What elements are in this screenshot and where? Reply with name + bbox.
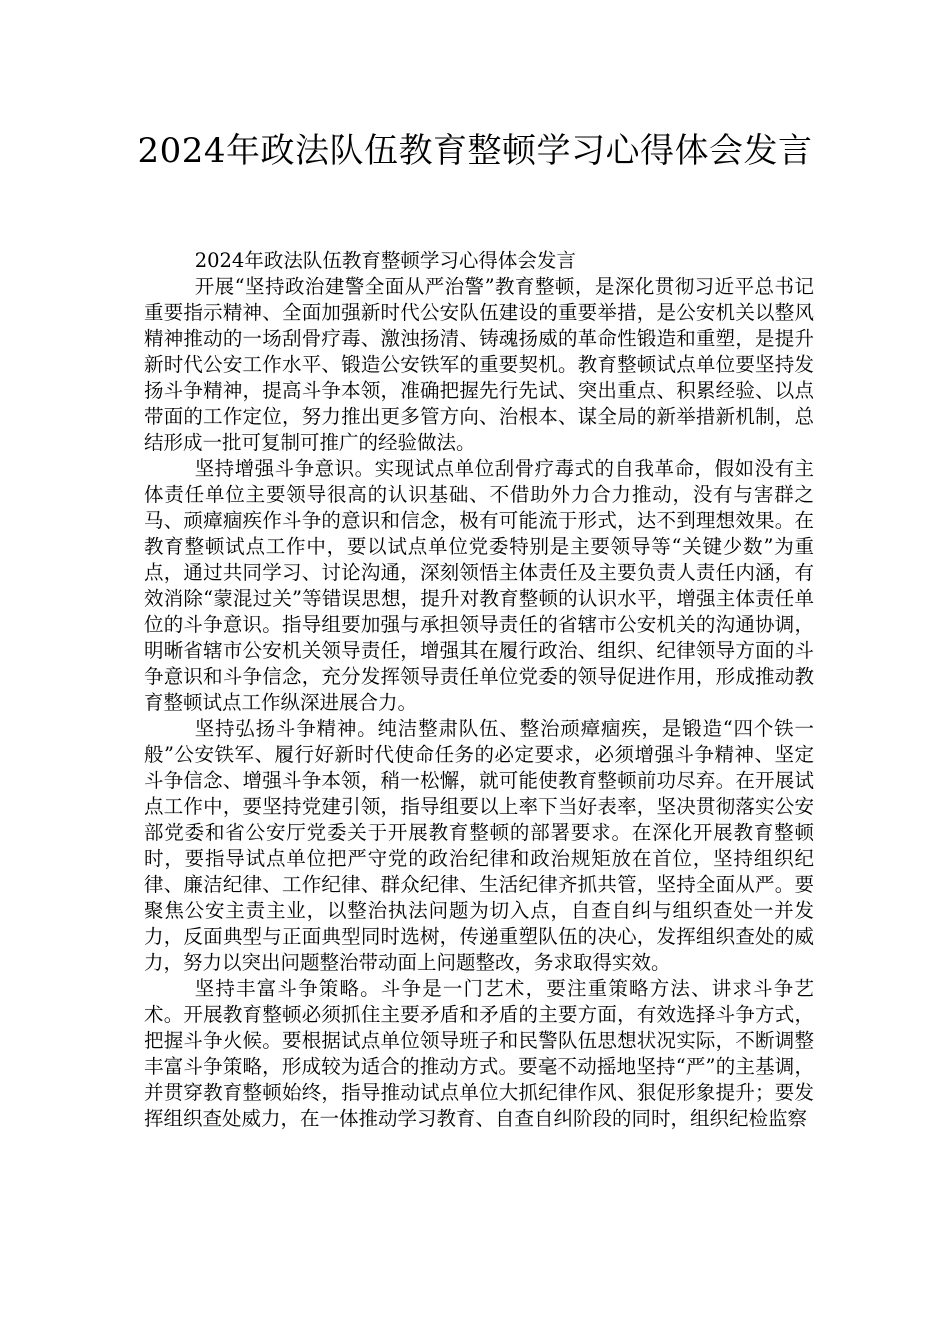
paragraph-struggle-spirit: 坚持弘扬斗争精神。纯洁整肃队伍、整治顽瘴痼疾，是锻造“四个铁一般”公安铁军、履行好新时代使命任务的必定要求，必须增强斗争精神、坚定斗争信念、增强斗争本领，稍一松懈，就可能使教育整顿前功尽弃。在开展试点工作中，要坚持党建引领，指导组要以上率下当好表率，坚决贯彻落实公安部党委和省公安厅党委关于开展教育整顿的部署要求。在深化开展教育整顿时，要指导试点单位把严守党的政治纪律和政治规矩放在首位，坚持组织纪律、廉洁纪律、工作纪律、群众纪律、生活纪律齐抓共管，坚持全面从严。要聚焦公安主责主业，以整治执法问题为切入点，自查自纠与组织查处一并发力，反面典型与正面典型同时选树，传递重塑队伍的决心，发挥组织查处的威力，努力以突出问题整治带动面上问题整改，务求取得实效。 (144, 717, 814, 974)
document-subtitle: 2024年政法队伍教育整顿学习心得体会发言 (194, 249, 576, 272)
paragraph-intro: 开展“坚持政治建警全面从严治警”教育整顿，是深化贯彻习近平总书记重要指示精神、全面加强新时代公安队伍建设的重要举措，是公安机关以整风精神推动的一场刮骨疗毒、激浊扬清、铸魂扬威的革命性锻造和重塑，是提升新时代公安工作水平、锻造公安铁军的重要契机。教育整顿试点单位要坚持发扬斗争精神，提高斗争本领，准确把握先行先试、突出重点、积累经验、以点带面的工作定位，努力推出更多管方向、治根本、谋全局的新举措新机制，总结形成一批可复制可推广的经验做法。 (144, 275, 814, 454)
paragraph-struggle-strategy: 坚持丰富斗争策略。斗争是一门艺术，要注重策略方法、讲求斗争艺术。开展教育整顿必须抓住主要矛盾和矛盾的主要方面，有效选择斗争方式，把握斗争火候。要根据试点单位领导班子和民警队伍思想状况实际，不断调整丰富斗争策略，形成较为适合的推动方式。要毫不动摇地坚持“严”的主基调，并贯穿教育整顿始终，指导推动试点单位大抓纪律作风、狠促形象提升；要发挥组织查处威力，在一体推动学习教育、自查自纠阶段的同时，组织纪检监察 (144, 977, 814, 1130)
document-body (144, 248, 814, 1132)
paragraph-struggle-awareness: 坚持增强斗争意识。实现试点单位刮骨疗毒式的自我革命，假如没有主体责任单位主要领导很高的认识基础、不借助外力合力推动，没有与害群之马、顽瘴痼疾作斗争的意识和信念，极有可能流于形式，达不到理想效果。在教育整顿试点工作中，要以试点单位党委特别是主要领导等“关键少数”为重点，通过共同学习、讨论沟通，深刻领悟主体责任及主要负责人责任内涵，有效消除“蒙混过关”等错误思想，提升对教育整顿的认识水平，增强主体责任单位的斗争意识。指导组要加强与承担领导责任的省辖市公安机关的沟通协调，明晰省辖市公安机关领导责任，增强其在履行政治、组织、纪律领导方面的斗争意识和斗争信念，充分发挥领导责任单位党委的领导促进作用，形成推动教育整顿试点工作纵深进展合力。 (144, 457, 814, 714)
document-title: 2024年政法队伍教育整顿学习心得体会发言 (137, 131, 813, 171)
